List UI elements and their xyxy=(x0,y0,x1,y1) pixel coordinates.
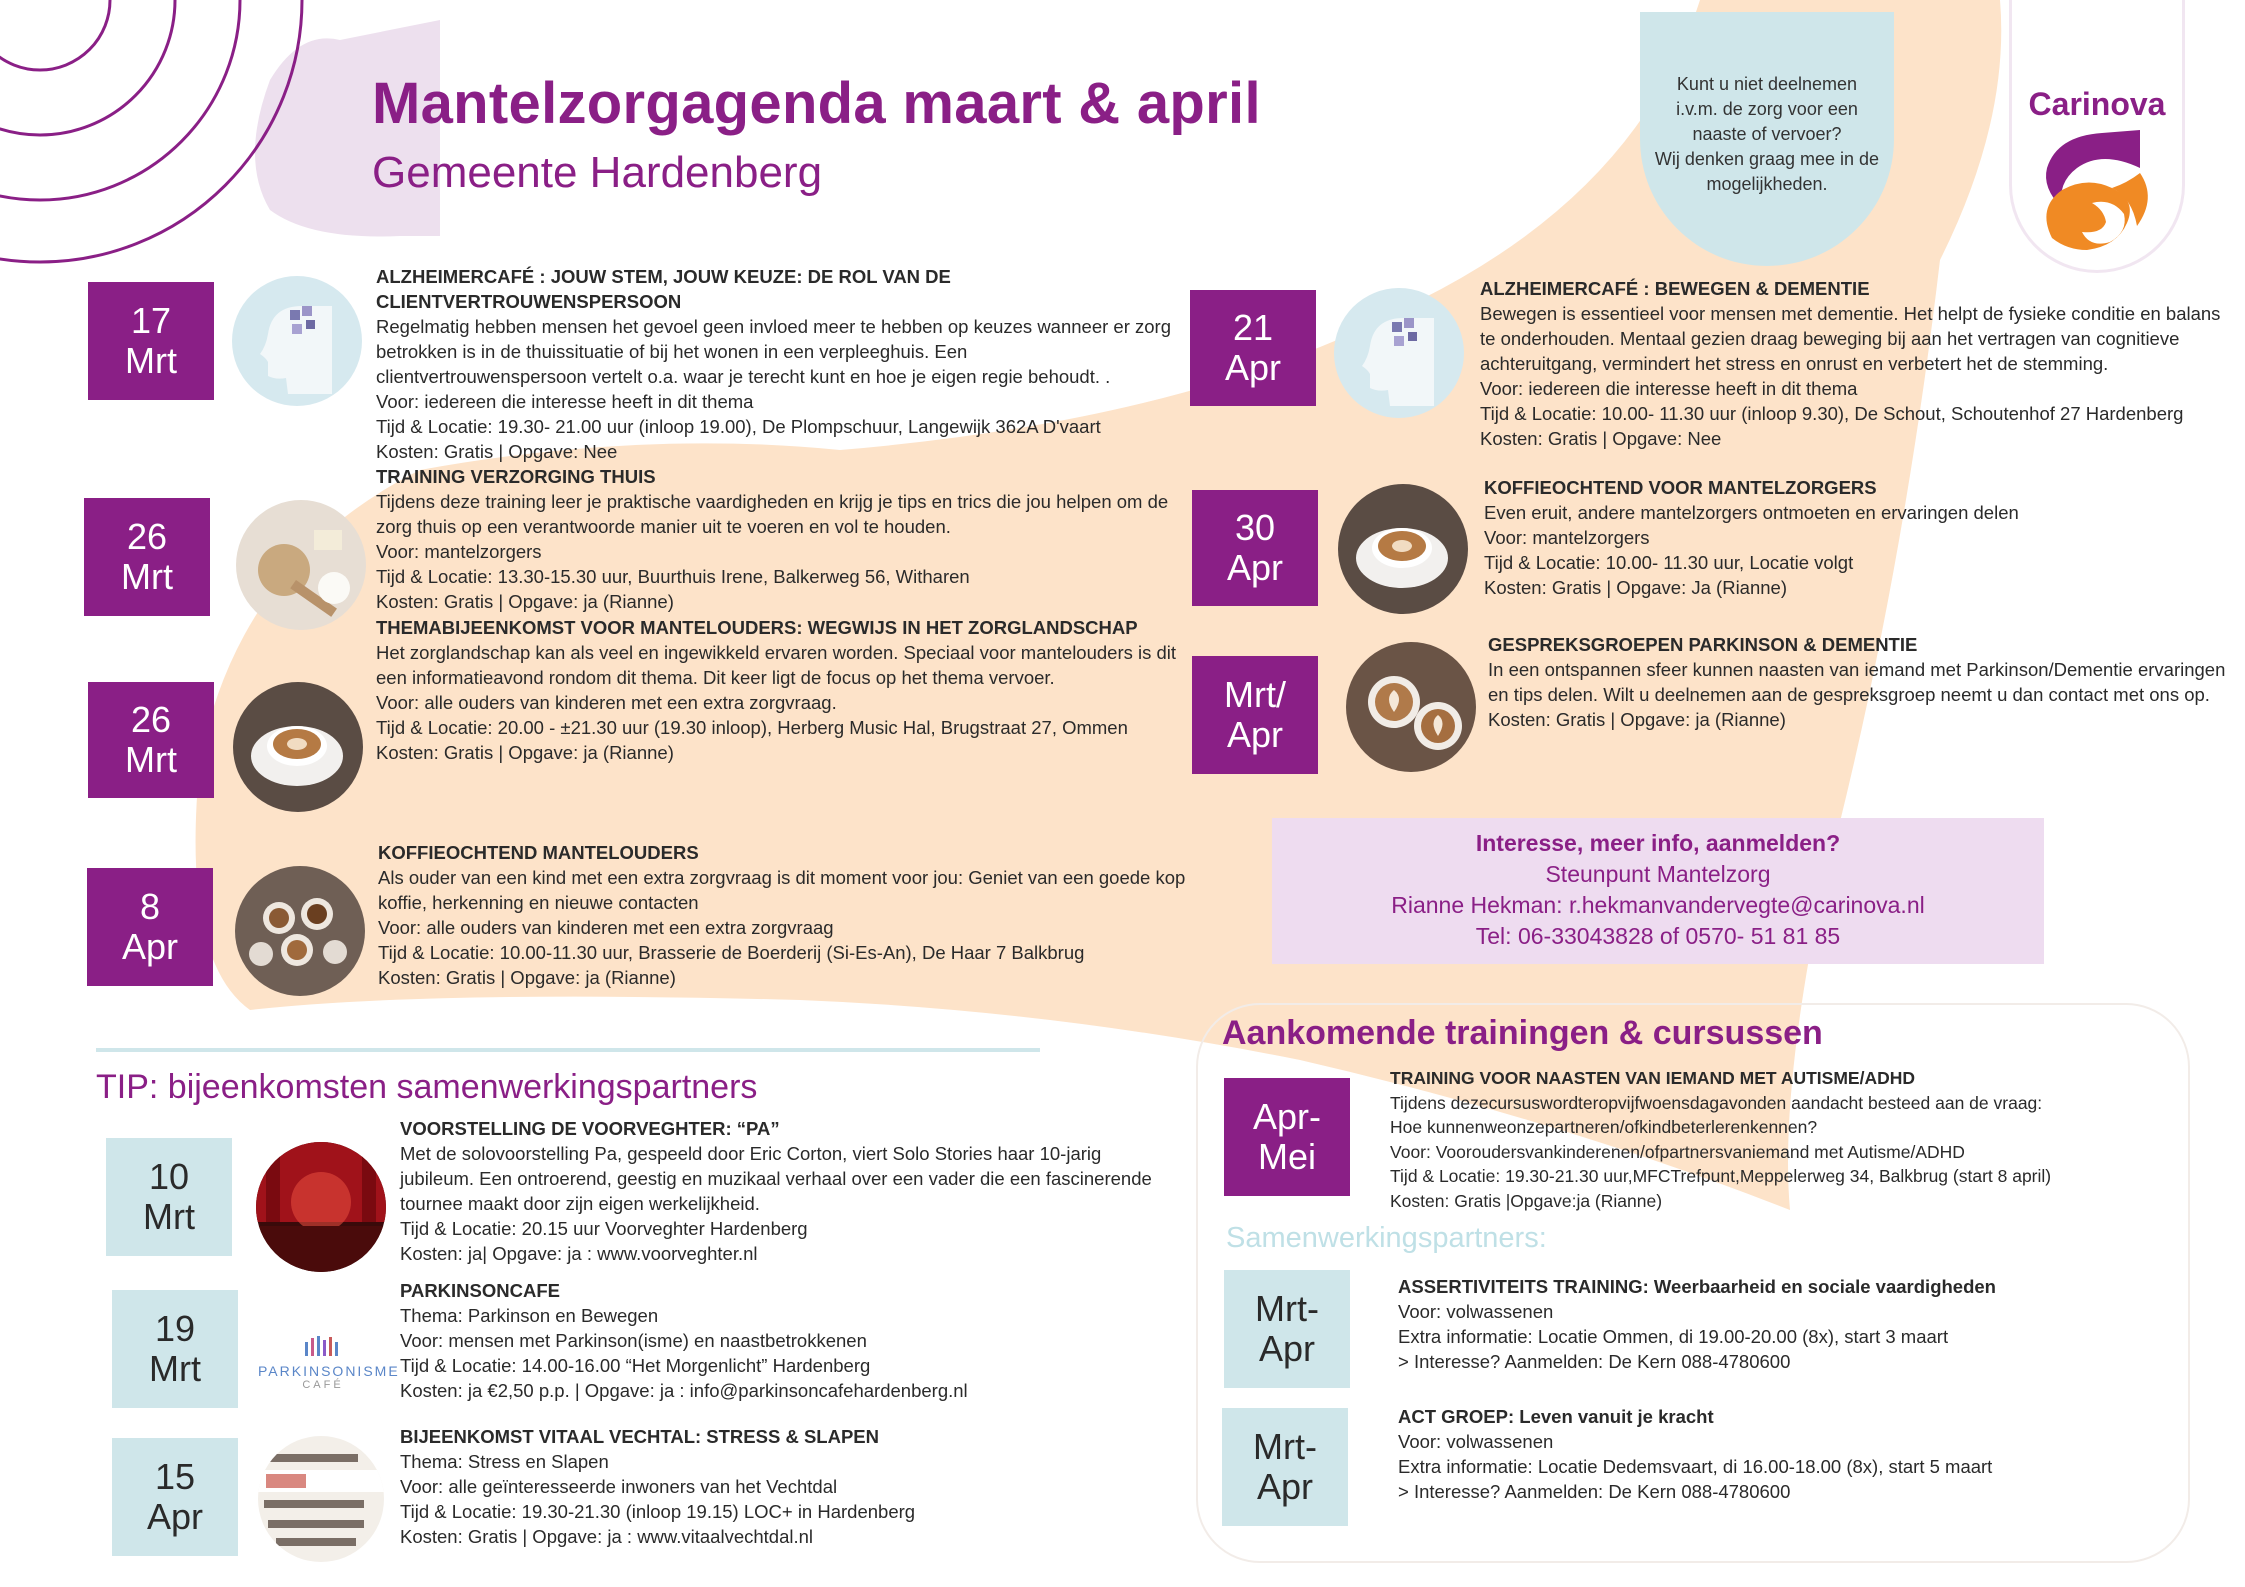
parkinson-logo-text: PARKINSONISME xyxy=(258,1363,400,1379)
event-audience: Voor: alle ouders van kinderen met een extra zorgvraag. xyxy=(376,692,837,713)
date-text: 30 Apr xyxy=(1226,507,1284,588)
event-theme: Thema: Stress en Slapen xyxy=(400,1451,609,1472)
event-title: BIJEENKOMST VITAAL VECHTAL: STRESS & SLAPEN xyxy=(400,1426,879,1447)
event-signup: > Interesse? Aanmelden: De Kern 088-4780600 xyxy=(1398,1481,1791,1502)
stress-text-image xyxy=(258,1436,384,1562)
date-text: 15 Apr xyxy=(146,1456,204,1537)
date-text: Mrt- Apr xyxy=(1253,1426,1317,1507)
event-title: ASSERTIVITEITS TRAINING: Weerbaarheid en sociale vaardigheden xyxy=(1398,1276,1996,1297)
event-cost: Kosten: Gratis | Opgave: ja (Rianne) xyxy=(376,742,674,763)
contact-heading: Interesse, meer info, aanmelden? xyxy=(1475,830,1841,856)
event-audience: Voor: iedereen die interesse heeft in dit thema xyxy=(1480,378,1858,399)
event-description: Even eruit, andere mantelzorgers ontmoeten en ervaringen delen xyxy=(1484,502,2019,523)
event-card xyxy=(1484,475,2232,600)
event-card xyxy=(378,840,1208,990)
event-time-location: Tijd & Locatie: 10.00- 11.30 uur (inloop 9.30), De Schout, Schoutenhof 27 Hardenberg xyxy=(1480,403,2184,424)
event-description: Met de solovoorstelling Pa, gespeeld door Eric Corton, viert Solo Stories haar 10-jarig jubileum. Een ontroerend, geestig en muzikaal verhaal over een vader die een fascinerende tournee maakt door zijn eigen werkelijkheid. xyxy=(400,1143,1152,1214)
date-text: 26 Mrt xyxy=(121,516,173,597)
bubble-line: Kunt u niet deelnemen xyxy=(1676,73,1858,94)
event-description: Regelmatig hebben mensen het gevoel geen invloed meer te hebben op keuzes wanneer er zorg betrokken is in de thuissituatie of bij het wonen in een verpleeghuis. Een clientvertrouwenspersoon vertelt o.a. waar je terecht kunt en hoe je eigen regie behoudt. . xyxy=(376,316,1172,387)
event-description: In een ontspannen sfeer kunnen naasten van iemand met Parkinson/Dementie ervaringen en tips delen. Wilt u deelnemen aan de gespreksgroep neemt u dan contact met ons op. xyxy=(1488,659,2226,705)
trainingen-heading: Aankomende trainingen & cursussen xyxy=(1222,1014,1823,1052)
date-text: 8 Apr xyxy=(121,886,179,967)
event-extra-info: Extra informatie: Locatie Ommen, di 19.00-20.00 (8x), start 3 maart xyxy=(1398,1326,1949,1347)
event-title: TRAINING VERZORGING THUIS xyxy=(376,466,656,487)
event-time-location: Tijd & Locatie: 13.30-15.30 uur, Buurthuis Irene, Balkerweg 56, Witharen xyxy=(376,566,970,587)
head-profile-icon xyxy=(1334,288,1464,418)
event-audience: Voor: mensen met Parkinson(isme) en naastbetrokkenen xyxy=(400,1330,867,1351)
event-title: THEMABIJEENKOMST VOOR MANTELOUDERS: WEGWIJS IN HET ZORGLANDSCHAP xyxy=(376,617,1138,638)
date-badge xyxy=(1192,490,1318,606)
head-puzzle-image xyxy=(1334,288,1464,418)
event-question: Hoe kunnenweonzepartneren/ofkindbeterlerenkennen? xyxy=(1390,1117,1818,1137)
date-badge xyxy=(1224,1270,1350,1388)
event-audience: Voor: alle ouders van kinderen met een extra zorgvraag xyxy=(378,917,834,938)
bubble-line: i.v.m. de zorg voor een xyxy=(1676,98,1858,119)
event-title: VOORSTELLING DE VOORVEGHTER: “PA” xyxy=(400,1118,780,1139)
latte-art-icon xyxy=(1346,642,1476,772)
partners-heading: Samenwerkingspartners: xyxy=(1226,1222,1547,1254)
date-badge xyxy=(1192,656,1318,774)
contact-info-box xyxy=(1272,818,2044,964)
event-cost: Kosten: Gratis | Opgave: Nee xyxy=(1480,428,1722,449)
event-time-location: Tijd & Locatie: 19.30-21.30 (inloop 19.15) LOC+ in Hardenberg xyxy=(400,1501,916,1522)
date-badge xyxy=(88,282,214,400)
date-text: 17 Mrt xyxy=(125,300,177,381)
section-divider xyxy=(96,1048,1040,1052)
event-card xyxy=(1390,1066,2150,1213)
latte-art-image xyxy=(1346,642,1476,772)
page-title: Mantelzorgagenda maart & april xyxy=(372,71,1261,136)
coffee-cheers-image xyxy=(235,866,365,996)
event-signup: > Interesse? Aanmelden: De Kern 088-4780600 xyxy=(1398,1351,1791,1372)
coffee-cups-icon xyxy=(235,866,365,996)
date-badge xyxy=(1222,1408,1348,1526)
head-puzzle-image xyxy=(232,276,362,406)
event-cost: Kosten: ja| Opgave: ja : www.voorveghter.nl xyxy=(400,1243,758,1264)
event-time-location: Tijd & Locatie: 10.00- 11.30 uur, Locatie volgt xyxy=(1484,552,1854,573)
contact-organisation: Steunpunt Mantelzorg xyxy=(1545,861,1771,887)
coffee-cup-image xyxy=(233,682,363,812)
event-title: ALZHEIMERCAFÉ : BEWEGEN & DEMENTIE xyxy=(1480,278,1870,299)
event-extra-info: Extra informatie: Locatie Dedemsvaart, di 16.00-18.00 (8x), start 5 maart xyxy=(1398,1456,1993,1477)
event-audience: Voor: alle geïnteresseerde inwoners van het Vechtdal xyxy=(400,1476,838,1497)
event-title: KOFFIEOCHTEND MANTELOUDERS xyxy=(378,842,699,863)
date-badge xyxy=(112,1438,238,1556)
brush-icon xyxy=(236,500,366,630)
event-title: GESPREKSGROEPEN PARKINSON & DEMENTIE xyxy=(1488,634,1918,655)
event-title: TRAINING VOOR NAASTEN VAN IEMAND MET AUTISME/ADHD xyxy=(1390,1068,1915,1088)
bars-icon xyxy=(303,1334,343,1358)
bubble-line: naaste of vervoer? xyxy=(1692,123,1842,144)
bubble-line: mogelijkheden. xyxy=(1706,173,1828,194)
event-audience: Voor: Vooroudersvankinderenen/ofpartnersvaniemand met Autisme/ADHD xyxy=(1390,1141,1965,1162)
event-card xyxy=(376,464,1181,614)
logo-name: Carinova xyxy=(2028,86,2166,122)
event-time-location: Tijd & Locatie: 14.00-16.00 “Het Morgenlicht” Hardenberg xyxy=(400,1355,871,1376)
bath-products-image xyxy=(236,500,366,630)
date-badge xyxy=(84,498,210,616)
contact-phone[interactable]: Tel: 06-33043828 of 0570- 51 81 85 xyxy=(1475,923,1841,949)
transport-info-bubble xyxy=(1640,12,1894,266)
tip-heading: TIP: bijeenkomsten samenwerkingspartners xyxy=(96,1068,758,1106)
theater-stage-image xyxy=(256,1142,386,1272)
event-card xyxy=(1480,276,2228,451)
date-badge xyxy=(1224,1078,1350,1196)
event-cost: Kosten: Gratis | Opgave: ja (Rianne) xyxy=(376,591,674,612)
event-cost: Kosten: ja €2,50 p.p. | Opgave: ja : info@parkinsoncafehardenberg.nl xyxy=(400,1380,968,1401)
event-card xyxy=(1488,632,2228,732)
event-audience: Voor: iedereen die interesse heeft in dit thema xyxy=(376,391,754,412)
event-theme: Thema: Parkinson en Bewegen xyxy=(400,1305,659,1326)
event-audience: Voor: volwassenen xyxy=(1398,1301,1554,1322)
event-description: Als ouder van een kind met een extra zorgvraag is dit moment voor jou: Geniet van een goede kop koffie, herkenning en nieuwe contacten xyxy=(378,867,1186,913)
event-card xyxy=(400,1278,1180,1403)
event-time-location: Tijd & Locatie: 20.15 uur Voorveghter Hardenberg xyxy=(400,1218,808,1239)
event-description: Tijdens deze training leer je praktische vaardigheden en krijg je tips en trics die jou helpen om de zorg thuis op een verantwoorde manier uit te voeren en vol te houden. xyxy=(376,491,1169,537)
event-time-location: Tijd & Locatie: 19.30- 21.00 uur (inloop 19.00), De Plompschuur, Langewijk 362A D'vaart xyxy=(376,416,1101,437)
event-audience: Voor: mantelzorgers xyxy=(376,541,542,562)
event-audience: Voor: volwassenen xyxy=(1398,1431,1554,1452)
date-text: Apr- Mei xyxy=(1252,1096,1321,1177)
coffee-cup-icon xyxy=(1338,484,1468,614)
date-text: Mrt/ Apr xyxy=(1224,674,1286,755)
theater-curtain-icon xyxy=(256,1142,386,1272)
carinova-logo xyxy=(2012,0,2182,270)
date-text: 21 Apr xyxy=(1224,307,1282,388)
event-time-location: Tijd & Locatie: 19.30-21.30 uur,MFCTrefpunt,Meppelerweg 34, Balkbrug (start 8 april) xyxy=(1390,1166,2052,1186)
bubble-line: Wij denken graag mee in de xyxy=(1654,148,1880,169)
event-description: Bewegen is essentieel voor mensen met dementie. Het helpt de fysieke conditie en balans te onderhouden. Mentaal gezien draag beweging bij aan het vertragen van cognitieve achteruitgang, vermindert het stress en onrust en verbetert het de stemming. xyxy=(1480,303,2221,374)
date-text: Mrt- Apr xyxy=(1255,1288,1319,1369)
event-card xyxy=(1398,1274,2178,1374)
date-text: 26 Mrt xyxy=(125,699,177,780)
event-card xyxy=(1398,1404,2178,1504)
event-cost: Kosten: Gratis |Opgave:ja (Rianne) xyxy=(1390,1190,1663,1211)
event-card xyxy=(400,1116,1180,1266)
event-card xyxy=(376,264,1181,464)
date-badge xyxy=(1190,290,1316,406)
coffee-cup-image xyxy=(1338,484,1468,614)
event-time-location: Tijd & Locatie: 10.00-11.30 uur, Brasserie de Boerderij (Si-Es-An), De Haar 7 Balkbrug xyxy=(378,942,1085,963)
date-text: 10 Mrt xyxy=(143,1156,195,1237)
date-badge xyxy=(88,682,214,798)
logo-swirl-icon xyxy=(2032,128,2162,258)
date-text: 19 Mrt xyxy=(149,1308,201,1389)
date-badge xyxy=(112,1290,238,1408)
coffee-cup-icon xyxy=(233,682,363,812)
event-time-location: Tijd & Locatie: 20.00 - ±21.30 uur (19.30 inloop), Herberg Music Hal, Brugstraat 27, Ommen xyxy=(376,717,1128,738)
event-card xyxy=(400,1424,1180,1549)
event-description: Tijdens dezecursuswordteropvijfwoensdagavonden aandacht besteed aan de vraag: xyxy=(1390,1092,2043,1113)
event-audience: Voor: mantelzorgers xyxy=(1484,527,1650,548)
parkinson-logo-sub: CAFÉ xyxy=(302,1379,344,1391)
event-cost: Kosten: Gratis | Opgave: Nee xyxy=(376,441,618,462)
event-cost: Kosten: Gratis | Opgave: Ja (Rianne) xyxy=(1484,577,1788,598)
page-subtitle: Gemeente Hardenberg xyxy=(372,148,823,197)
head-profile-icon xyxy=(232,276,362,406)
stress-words-icon xyxy=(258,1436,384,1562)
event-cost: Kosten: Gratis | Opgave: ja (Rianne) xyxy=(1488,709,1786,730)
event-description: Het zorglandschap kan als veel en ingewikkeld ervaren worden. Speciaal voor mantelouders is dit een informatieavond rondom dit thema. Dit keer ligt de focus op het thema vervoer. xyxy=(376,642,1177,688)
date-badge xyxy=(87,868,213,986)
event-cost: Kosten: Gratis | Opgave: ja : www.vitaalvechtdal.nl xyxy=(400,1526,814,1547)
event-title: ALZHEIMERCAFÉ : JOUW STEM, JOUW KEUZE: DE ROL VAN DE CLIENTVERTROUWENSPERSOON xyxy=(376,266,951,312)
contact-email[interactable]: Rianne Hekman: r.hekmanvandervegte@carinova.nl xyxy=(1391,892,1925,918)
event-card xyxy=(376,615,1181,765)
event-title: PARKINSONCAFE xyxy=(400,1280,560,1301)
parkinsonisme-cafe-logo xyxy=(258,1334,400,1404)
event-cost: Kosten: Gratis | Opgave: ja (Rianne) xyxy=(378,967,676,988)
event-title: ACT GROEP: Leven vanuit je kracht xyxy=(1398,1406,1714,1427)
date-badge xyxy=(106,1138,232,1256)
event-title: KOFFIEOCHTEND VOOR MANTELZORGERS xyxy=(1484,477,1877,498)
